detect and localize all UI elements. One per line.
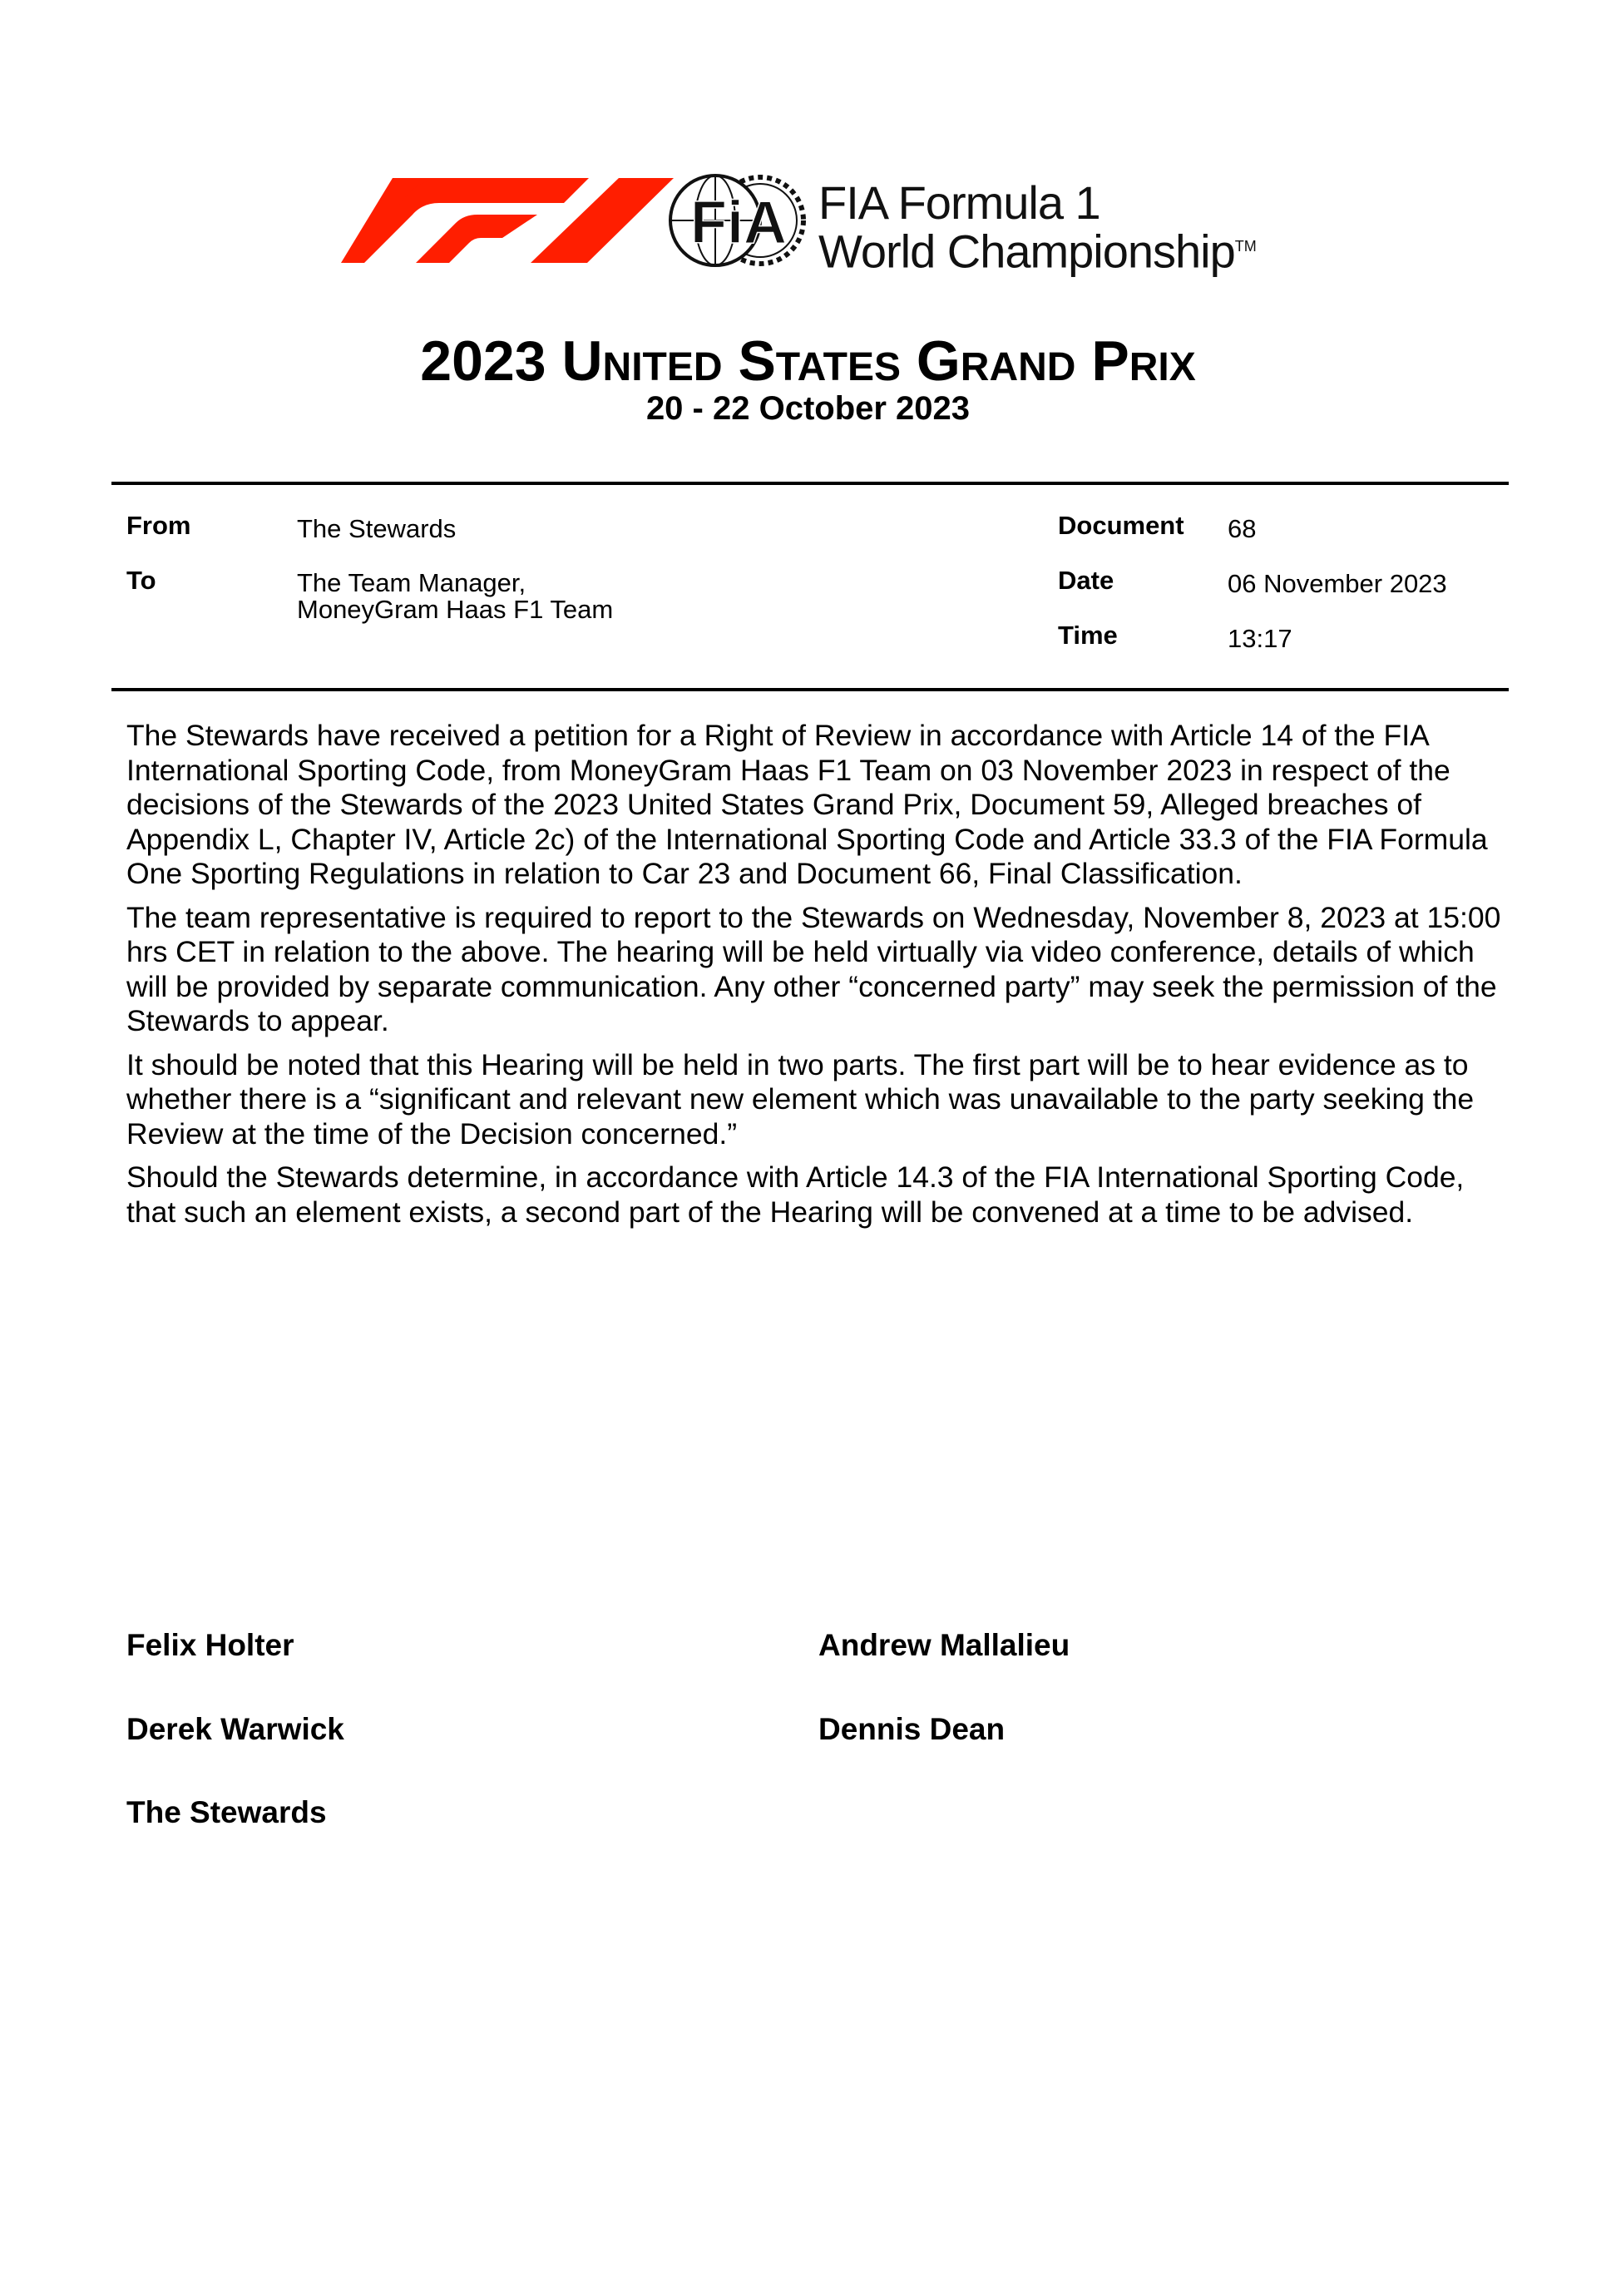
signature-title: The Stewards: [126, 1795, 327, 1829]
to-value-line-1: The Team Manager,: [297, 568, 526, 597]
fia-logo: [667, 171, 810, 270]
document-value: 68: [1228, 514, 1257, 543]
document-label: Document: [1058, 511, 1184, 540]
svg-text:FiA: FiA: [690, 190, 787, 256]
date-value: 06 November 2023: [1228, 569, 1447, 598]
body-text: [126, 719, 1511, 1239]
signature-name: Dennis Dean: [818, 1712, 1006, 1746]
event-title-name: United States Grand Prix: [561, 329, 1196, 393]
event-title: [0, 329, 1616, 393]
bottom-divider: [111, 688, 1509, 691]
trademark: TM: [1234, 238, 1257, 255]
date-label: Date: [1058, 566, 1114, 595]
time-value: 13:17: [1228, 624, 1292, 653]
to-value-line-2: MoneyGram Haas F1 Team: [297, 595, 614, 624]
time-label: Time: [1058, 621, 1118, 650]
from-value: The Stewards: [297, 514, 457, 543]
brand-line-2-text: World Championship: [818, 225, 1235, 278]
paragraph: The Stewards have received a petition for a Right of Review in accordance with Article 14 of the FIA International Sporting Code, from MoneyGram Haas F1 Team on 03 November 2023 in respect of the decisions of the Stewards of the 2023 United States Grand Prix, Document 59, Alleged breaches of Appendix L, Chapter IV, Article 2c) of the International Sporting Code and Article 33.3 of the FIA Formula One Sporting Regulations in relation to Car 23 and Document 66, Final Classification.: [126, 719, 1488, 890]
paragraph: Should the Stewards determine, in accordance with Article 14.3 of the FIA International Sporting Code, that such an element exists, a second part of the Hearing will be convened at a time to be advised.: [126, 1160, 1465, 1229]
from-label: From: [126, 511, 191, 540]
signature-name: Andrew Mallalieu: [818, 1628, 1070, 1662]
event-dates: 20 - 22 October 2023: [645, 390, 971, 427]
f1-logo: [339, 178, 674, 263]
top-divider: [111, 482, 1509, 485]
paragraph: The team representative is required to report to the Stewards on Wednesday, November 8, 2023 at 15:00 hrs CET in relation to the above. The hearing will be held virtually via video conference, details of which will be provided by separate communication. Any other “concerned party” may seek the permission of the Stewards to appear.: [126, 900, 1501, 1037]
brand-line-1: FIA Formula 1: [818, 176, 1100, 229]
brand-line-2: [818, 223, 1257, 278]
signature-name: Derek Warwick: [126, 1712, 344, 1746]
to-label: To: [126, 566, 156, 595]
event-title-year: 2023: [420, 329, 546, 393]
paragraph: It should be noted that this Hearing will be held in two parts. The first part will be to hear evidence as to whether there is a “significant and relevant new element which was unavailable to the party seeking the Review at the time of the Decision concerned.”: [126, 1047, 1475, 1150]
signature-name: Felix Holter: [126, 1628, 294, 1662]
